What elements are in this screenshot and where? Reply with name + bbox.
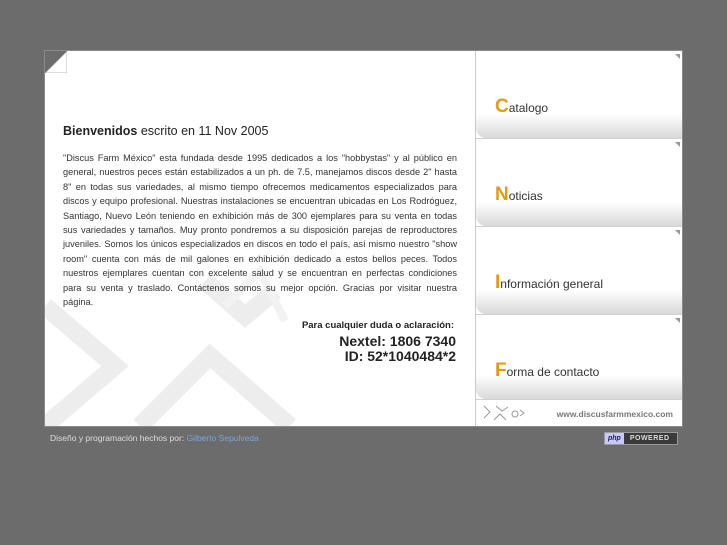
nav-label-text: orma de contacto	[506, 365, 600, 379]
welcome-heading	[63, 124, 268, 138]
sidebar-footer	[476, 399, 682, 426]
welcome-title: Bienvenidos	[63, 124, 138, 138]
fish-deco-icon	[482, 404, 528, 422]
intro-paragraph: "Discus Farm México" esta fundada desde 1995 dedicados a los "hobbystas" y al público en general, nuestros peces están estabilizados a un ph. de 7.5, manejamos discos desde 2" hasta 8" en todas sus variedades, al mismo tiempo ofrecemos medicamentos especializados para discos y equipo profesional. Nuestras instalaciones se encuentran ubicadas en Los Rodróguez, Santiago, Nuevo León teniendo en exhibición más de 300 ejemplares para su venta en todas sus variedades y tamaños. Muy pronto pondremos a su disposición parejas de reproductores juveniles. Somos los únicos especializados en discos en todo el país, así mismo nuestro "show room" cuenta con más de mil galones en exhibición dedicado a estos bellos peces. Todos nuestros ejemplares cuentan con excelente salud y se encuentran en perfectas condiciones para su venta y traslado. Contáctenos somos su mejor opción. Gracias por visitar nuestra página.	[63, 153, 457, 308]
php-logo: php	[605, 433, 624, 444]
credit-text: Diseño y programación hechos por:	[50, 433, 185, 443]
nav-label-text: atalogo	[508, 101, 549, 115]
nextel-id: ID: 52*1040484*2	[344, 348, 456, 364]
php-powered-badge[interactable]	[604, 432, 678, 445]
powered-label: POWERED	[629, 435, 670, 442]
corner-arrow-icon	[675, 142, 680, 147]
contact-label: Para cualquier duda o aclaración:	[301, 320, 454, 331]
nav-label-initial: N	[495, 184, 509, 205]
nav-label	[495, 360, 599, 382]
content-frame	[45, 51, 682, 426]
nav-label-text: nformación general	[500, 277, 604, 291]
nav-label	[495, 184, 543, 206]
nav-label	[495, 272, 603, 294]
nav-item-catalogo[interactable]	[476, 51, 682, 139]
nav-item-noticias[interactable]	[476, 139, 682, 227]
nav-label-initial: C	[495, 96, 509, 117]
corner-arrow-icon	[675, 230, 680, 235]
author-link[interactable]: Gilberto Sepulveda	[186, 433, 259, 443]
main-content	[45, 51, 474, 426]
corner-arrow-icon	[675, 318, 680, 323]
page-fold-corner	[45, 51, 67, 73]
site-url: www.discusfarmmexico.com	[556, 409, 673, 419]
nav-label	[495, 96, 548, 118]
nav-label-text: oticias	[508, 189, 543, 203]
footer-credit	[50, 433, 259, 443]
sidebar-nav	[475, 51, 682, 426]
nav-item-informacion-general[interactable]	[476, 227, 682, 315]
nextel-number: Nextel: 1806 7340	[339, 333, 456, 349]
nav-label-initial: F	[495, 360, 507, 381]
nav-item-forma-de-contacto[interactable]	[476, 315, 682, 400]
nav-label-initial: I	[495, 272, 501, 293]
corner-arrow-icon	[675, 54, 680, 59]
welcome-date: escrito en 11 Nov 2005	[140, 124, 269, 138]
